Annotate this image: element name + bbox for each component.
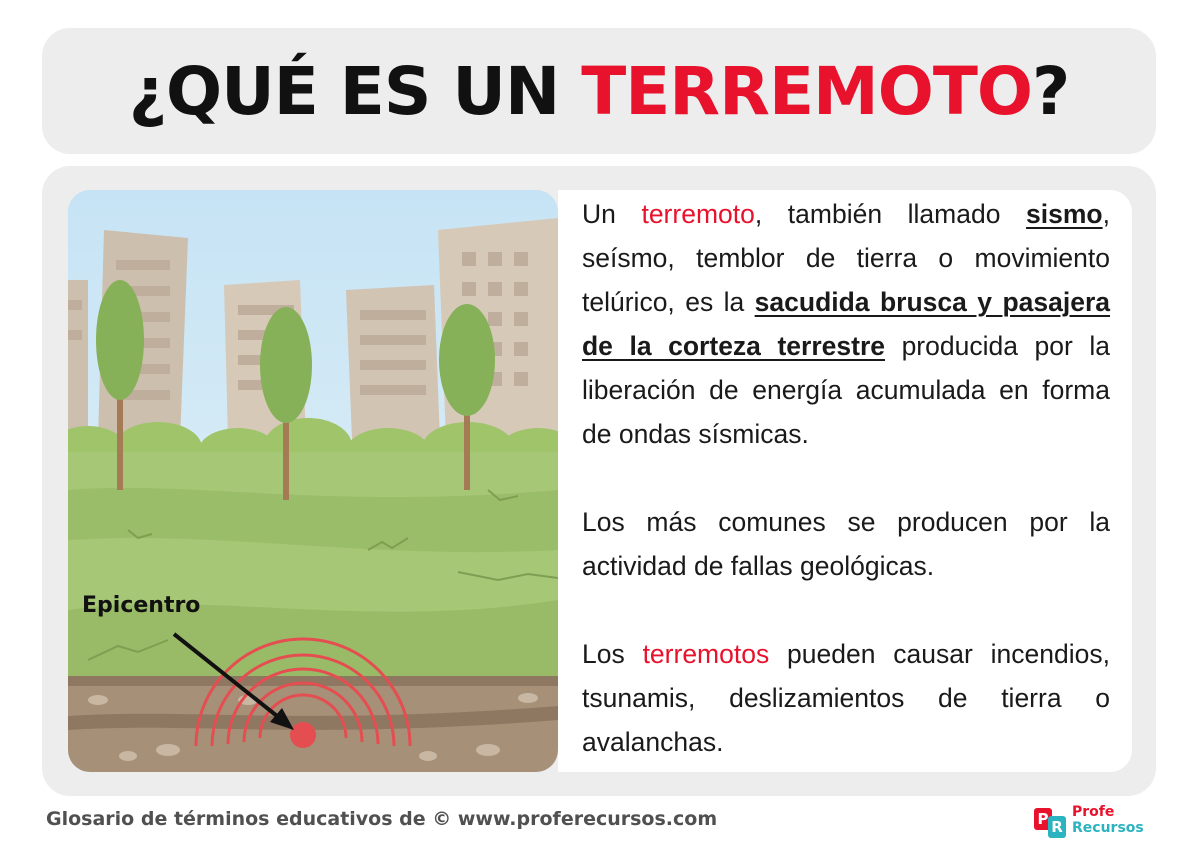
definition-panel (558, 190, 1132, 772)
p3-text: pueden causar incendios, tsunamis, deslizamientos de tierra o avalanchas. (582, 639, 1110, 757)
page-title (129, 53, 1070, 130)
footer-credit: Glosario de términos educativos de © www.proferecursos.com (46, 808, 718, 830)
definition-highlight: sacudida brusca y pasajera de la corteza terrestre (582, 287, 1111, 361)
earthquake-illustration (68, 190, 558, 772)
logo-text-profe: Profe (1072, 804, 1115, 820)
logo-letter-r: R (1048, 816, 1066, 838)
title-highlight: TERREMOTO (581, 52, 1032, 130)
city-park-scene (68, 190, 558, 772)
p1-text: producida por la liberación de energía acumulada en forma de ondas sísmicas. (582, 331, 1110, 449)
title-banner (42, 28, 1156, 154)
p1-text: , seísmo, temblor de tierra o movimiento telúrico, es la (582, 199, 1110, 317)
paragraph-3 (582, 632, 1110, 764)
epicenter-label: Epicentro (82, 593, 201, 618)
paragraph-1 (582, 192, 1110, 456)
p1-text: Un (582, 199, 642, 229)
p3-text: Los (582, 639, 643, 669)
profe-recursos-logo (1034, 806, 1164, 842)
title-suffix: ? (1031, 52, 1070, 130)
term-terremoto: terremoto (641, 199, 755, 229)
term-terremotos: terremotos (642, 639, 770, 669)
definition-text (582, 192, 1110, 808)
epicenter-point (290, 722, 316, 748)
p1-text: , también llamado (754, 199, 1027, 229)
title-prefix: ¿QUÉ ES UN (128, 52, 582, 130)
term-sismo: sismo (1026, 199, 1103, 229)
logo-letter-p: P (1034, 808, 1052, 830)
paragraph-2: Los más comunes se producen por la actividad de fallas geológicas. (582, 507, 1110, 581)
logo-text-recursos: Recursos (1072, 820, 1144, 836)
